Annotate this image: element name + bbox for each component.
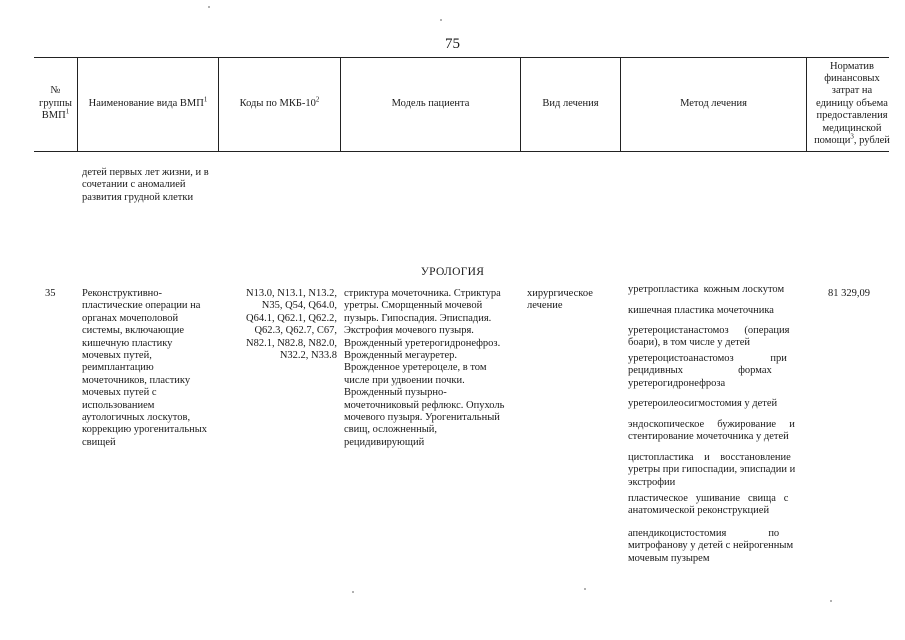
patient-model-line: свищ, осложненный,	[344, 424, 438, 436]
patient-model-line: рецидивирующий	[344, 436, 425, 448]
patient-model-line: Врожденный пузырно-	[344, 387, 447, 399]
icd-code-line: N35, Q54, Q64.0,	[261, 300, 337, 312]
treatment-method-line: уретероцистоанастомоз при	[628, 353, 787, 364]
vmp-name-line: использованием	[82, 399, 155, 411]
scan-speck	[352, 591, 354, 593]
treatment-method-line: уретропластика кожным лоскутом	[628, 284, 785, 295]
treatment-method-line: боари), в том числе у детей	[628, 337, 751, 349]
vmp-name-line: органах мочеполовой	[82, 312, 179, 324]
treatment-method-item	[628, 528, 804, 565]
treatment-method-line: стентирование мочеточника у детей	[628, 431, 789, 443]
header-codes: Коды по МКБ-$10^2$	[239, 95, 320, 109]
scan-speck	[440, 19, 442, 21]
treatment-method-line: эндоскопическое бужирование и	[628, 419, 795, 430]
header-model: Модель пациента	[391, 97, 470, 109]
patient-model-line: мочеточниковый рефлюкс. Опухоль	[344, 399, 505, 411]
patient-model-line: Экстрофия мочевого пузыря.	[344, 325, 474, 337]
treatment-method-item	[628, 452, 804, 489]
treatment-method-line: мочевым пузырем	[628, 552, 710, 564]
section-title: УРОЛОГИЯ	[420, 266, 485, 278]
patient-model-line: пузырь. Гипоспадия. Эписпадия.	[344, 312, 492, 324]
patient-model-line: стриктура мочеточника. Стриктура	[344, 288, 501, 299]
treatment-method-line: уретры при гипоспадии, эписпадии и	[628, 464, 796, 476]
treatment-method-item	[628, 325, 804, 350]
treatment-method-line: уретероилеосигмостомия у детей	[628, 398, 778, 409]
treatment-method-line: цистопластика и восстановление	[628, 452, 791, 463]
vmp-name-line: мочеточников, пластику	[82, 374, 191, 386]
patient-model-line: мочевого пузыря. Урогенитальный	[344, 412, 500, 424]
treatment-method-line: уретерогидронефроза	[628, 377, 726, 389]
vmp-name-line: Реконструктивно-	[82, 288, 163, 299]
treatment-method-item	[628, 284, 804, 296]
treatment-method-line: анатомической реконструкцией	[628, 505, 770, 517]
scan-speck	[584, 588, 586, 590]
treatment-type: хирургическое лечение	[527, 288, 593, 312]
vmp-name-line: кишечную пластику	[82, 337, 173, 349]
header-norm: Норматив финансовых затрат на единицу объема предоставления медицинской помощи$^3$, рублей	[814, 60, 890, 147]
treatment-method-line: митрофанову у детей с нейрогенным	[628, 540, 794, 552]
header-name: Наименование вида ВМП$^1$	[88, 95, 208, 109]
continuation-text: детей первых лет жизни, и в сочетании с аномалией развития грудной клетки	[82, 167, 209, 203]
patient-model	[344, 288, 522, 449]
vmp-name-line: свищей	[82, 436, 116, 448]
group-number: 35	[45, 288, 56, 299]
icd-code-line: Q62.3, Q62.7, C67,	[254, 325, 337, 337]
icd-code-line: N82.1, N82.8, N82.0,	[246, 337, 337, 349]
vmp-name-line: системы, включающие	[82, 325, 185, 337]
treatment-method-item	[628, 353, 804, 390]
header-bottom-border	[34, 151, 889, 152]
icd-code-line: Q64.1, Q62.1, Q62.2,	[246, 312, 337, 324]
patient-model-line: Врожденное уретероцеле, в том	[344, 362, 487, 374]
header-treatment-type: Вид лечения	[542, 97, 599, 109]
treatment-method-line: пластическое ушивание свища с	[628, 493, 789, 504]
vmp-name	[82, 288, 218, 449]
patient-model-line: числе при удвоении почки.	[344, 374, 465, 386]
treatment-method-line: кишечная пластика мочеточника	[628, 305, 774, 316]
header-group: № группы ВМП$^1$	[39, 85, 72, 122]
vmp-name-line: мочевых путей,	[82, 350, 152, 362]
patient-model-line: уретры. Сморщенный мочевой	[344, 300, 483, 312]
treatment-method-line: апендикоцистостомия по	[628, 528, 780, 539]
scan-speck	[830, 600, 832, 602]
treatment-method-line: рецидивных формах	[628, 365, 772, 377]
treatment-method-item	[628, 493, 804, 518]
norm-value: 81 329,09	[828, 288, 870, 299]
vmp-name-line: коррекцию урогенитальных	[82, 424, 208, 436]
patient-model-line: Врожденный уретерогидронефроз.	[344, 337, 501, 349]
icd-code-line: N32.2, N33.8	[279, 350, 337, 362]
treatment-method-line: экстрофии	[628, 476, 676, 488]
header-method: Метод лечения	[680, 97, 747, 109]
vmp-name-line: мочевых путей с	[82, 387, 157, 399]
treatment-method-line: уретероцистанастомоз (операция	[628, 325, 790, 336]
vmp-name-line: реимплантацию	[82, 362, 154, 374]
vmp-name-line: аутологичных лоскутов,	[82, 412, 191, 424]
treatment-method-item	[628, 419, 804, 444]
page-number: 75	[445, 36, 460, 52]
treatment-method-item	[628, 398, 804, 410]
treatment-method-item	[628, 305, 804, 317]
scan-speck	[208, 6, 210, 8]
patient-model-line: Врожденный мегауретер.	[344, 350, 458, 362]
vmp-name-line: пластические операции на	[82, 300, 201, 312]
icd-code-line: N13.0, N13.1, N13.2,	[246, 288, 337, 299]
icd-codes	[219, 288, 337, 362]
